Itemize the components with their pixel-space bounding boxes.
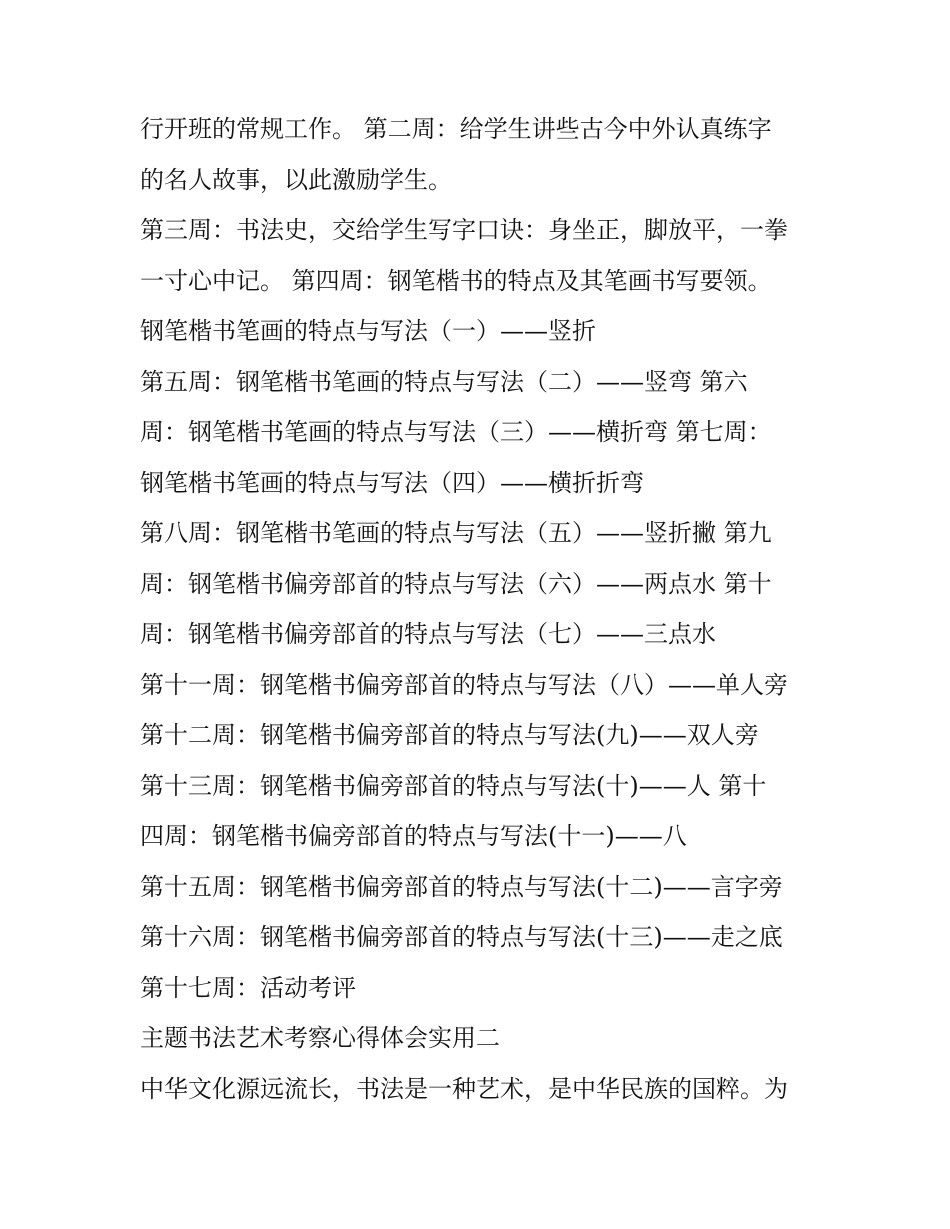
text-line: 第十五周：钢笔楷书偏旁部首的特点与写法(十二)——言字旁 [140,872,783,901]
body-text [140,104,820,1114]
text-line: 周：钢笔楷书偏旁部首的特点与写法（七）——三点水 [140,620,716,648]
text-line: 第五周：钢笔楷书笔画的特点与写法（二）——竖弯 第六 [140,367,748,396]
text-line: 第十六周：钢笔楷书偏旁部首的特点与写法(十三)——走之底 [140,923,783,951]
text-line: 钢笔楷书笔画的特点与写法（四）——横折折弯 [140,468,644,497]
text-line: 中华文化源远流长，书法是一种艺术，是中华民族的国粹。为 [140,1074,788,1103]
text-line: 行开班的常规工作。 第二周：给学生讲些古今中外认真练字 [140,115,772,143]
text-line: 周：钢笔楷书偏旁部首的特点与写法（六）——两点水 第十 [140,569,772,598]
text-line: 第十七周：活动考评 [140,973,356,1002]
text-line: 钢笔楷书笔画的特点与写法（一）——竖折 [140,317,596,345]
text-line: 第十三周：钢笔楷书偏旁部首的特点与写法(十)——人 第十 [140,771,767,800]
text-line: 第十二周：钢笔楷书偏旁部首的特点与写法(九)——双人旁 [140,721,759,749]
text-line: 第十一周：钢笔楷书偏旁部首的特点与写法（八）——单人旁 [140,670,788,699]
text-line: 一寸心中记。 第四周：钢笔楷书的特点及其笔画书写要领。 [140,266,772,295]
text-line: 第三周：书法史，交给学生写字口诀：身坐正，脚放平，一拳 [140,216,788,244]
text-line: 第八周：钢笔楷书笔画的特点与写法（五）——竖折撇 第九 [140,519,772,547]
text-line: 周：钢笔楷书笔画的特点与写法（三）——横折弯 第七周： [140,418,772,446]
section-heading: 主题书法艺术考察心得体会实用二 [140,1024,500,1052]
text-line: 的名人故事，以此激励学生。 [140,165,452,194]
text-line: 四周：钢笔楷书偏旁部首的特点与写法(十一)——八 [140,822,687,850]
